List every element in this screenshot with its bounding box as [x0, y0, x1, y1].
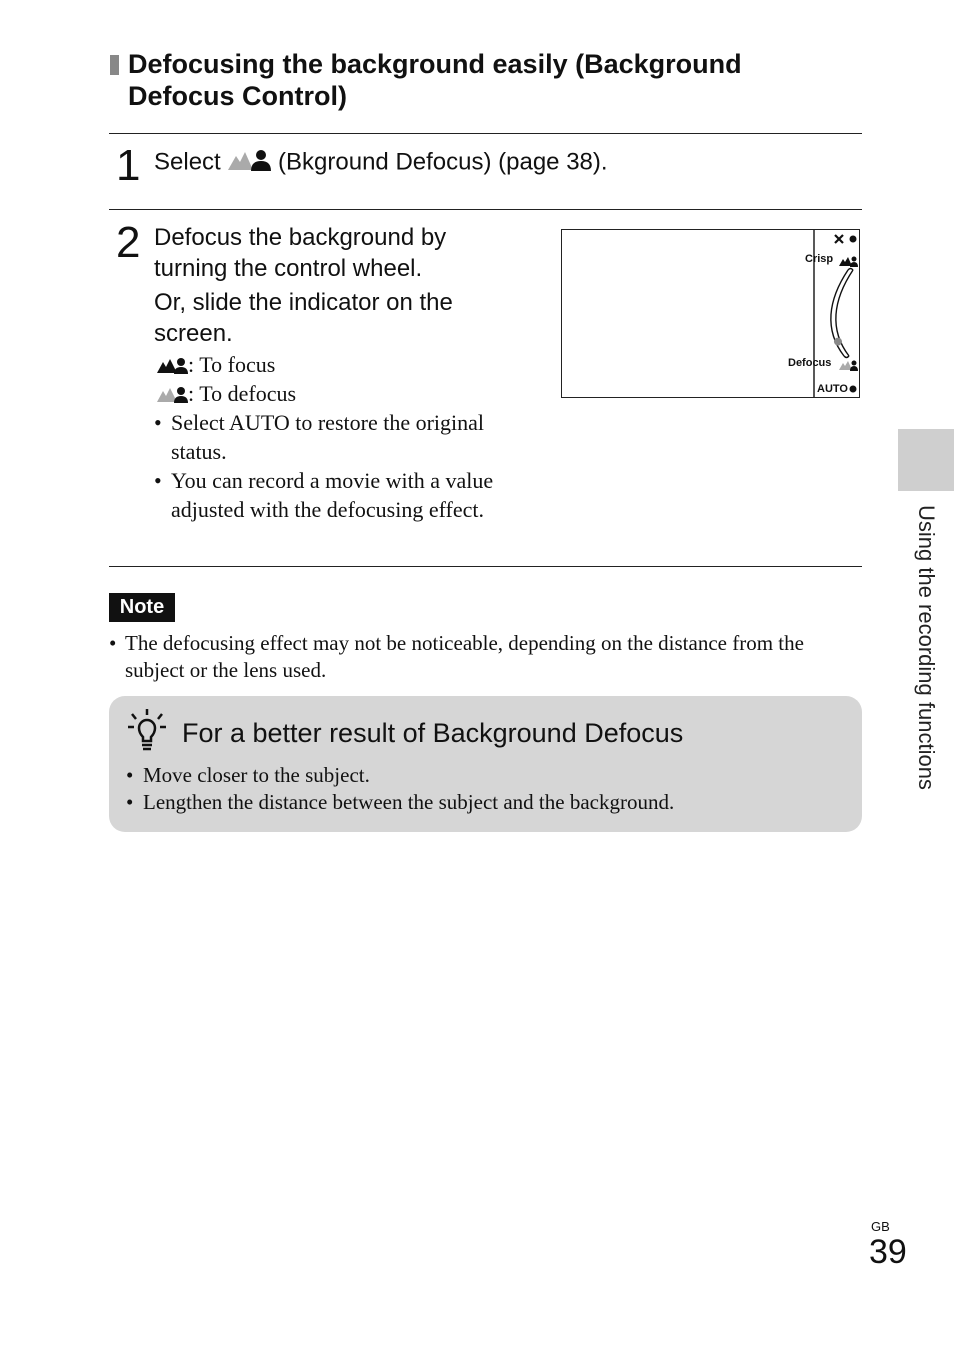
list-item: • You can record a movie with a value adjusted with the defocusing effect.: [154, 466, 519, 524]
list-item: • The defocusing effect may not be noticeable, depending on the distance from the subject or the lens used.: [109, 630, 859, 684]
tip-list: [126, 762, 674, 816]
focus-icon: [156, 352, 188, 381]
divider-top: [109, 133, 862, 134]
step-1-text: [154, 146, 608, 180]
defocus-legend-text: : To defocus: [188, 381, 297, 406]
list-item: • Lengthen the distance between the subject and the background.: [126, 789, 674, 816]
step-2-alternative: Or, slide the indicator on the screen.: [154, 289, 453, 347]
divider-middle: [109, 209, 862, 210]
close-icon: [835, 235, 843, 243]
lcd-crisp-label: Crisp: [805, 253, 834, 265]
lcd-auto-label: AUTO: [817, 383, 848, 395]
focus-legend: [156, 350, 275, 381]
defocus-icon: [156, 381, 188, 410]
list-item: • Select AUTO to restore the original status.: [154, 408, 519, 466]
lightbulb-hint-icon: [127, 708, 167, 757]
section-title: Defocusing the background easily (Background Defocus Control): [128, 49, 742, 111]
step-1-number: 1: [116, 141, 141, 190]
tip-box: [109, 696, 862, 832]
step-1-text-before: Select: [154, 148, 221, 176]
heading-marker: [110, 55, 119, 75]
defocus-legend: [156, 379, 296, 410]
lcd-screen-illustration: [561, 229, 860, 398]
defocus-slider-track: [831, 269, 853, 358]
step-2-instruction: Defocus the background by turning the control wheel.: [154, 224, 447, 282]
region-code: GB: [871, 1219, 890, 1234]
step-2-number: 2: [116, 218, 141, 267]
page-number: 39: [869, 1233, 907, 1271]
note-list: [109, 630, 859, 684]
defocus-small-icon: [839, 361, 858, 372]
note-badge: Note: [109, 593, 175, 622]
crisp-icon: [839, 257, 858, 268]
focus-legend-text: : To focus: [188, 352, 276, 377]
tip-title: For a better result of Background Defocus: [182, 718, 684, 748]
slider-knob: [834, 338, 842, 346]
side-tab-label: Using the recording functions: [914, 505, 939, 790]
step-2-bullets: [154, 408, 519, 524]
step-1-text-after: (Bkground Defocus) (page 38).: [278, 148, 608, 176]
section-side-tab: [898, 429, 954, 491]
divider-bottom: [109, 566, 862, 567]
background-defocus-icon: [227, 146, 271, 180]
list-item: • Move closer to the subject.: [126, 762, 674, 789]
lcd-defocus-label: Defocus: [788, 357, 832, 369]
